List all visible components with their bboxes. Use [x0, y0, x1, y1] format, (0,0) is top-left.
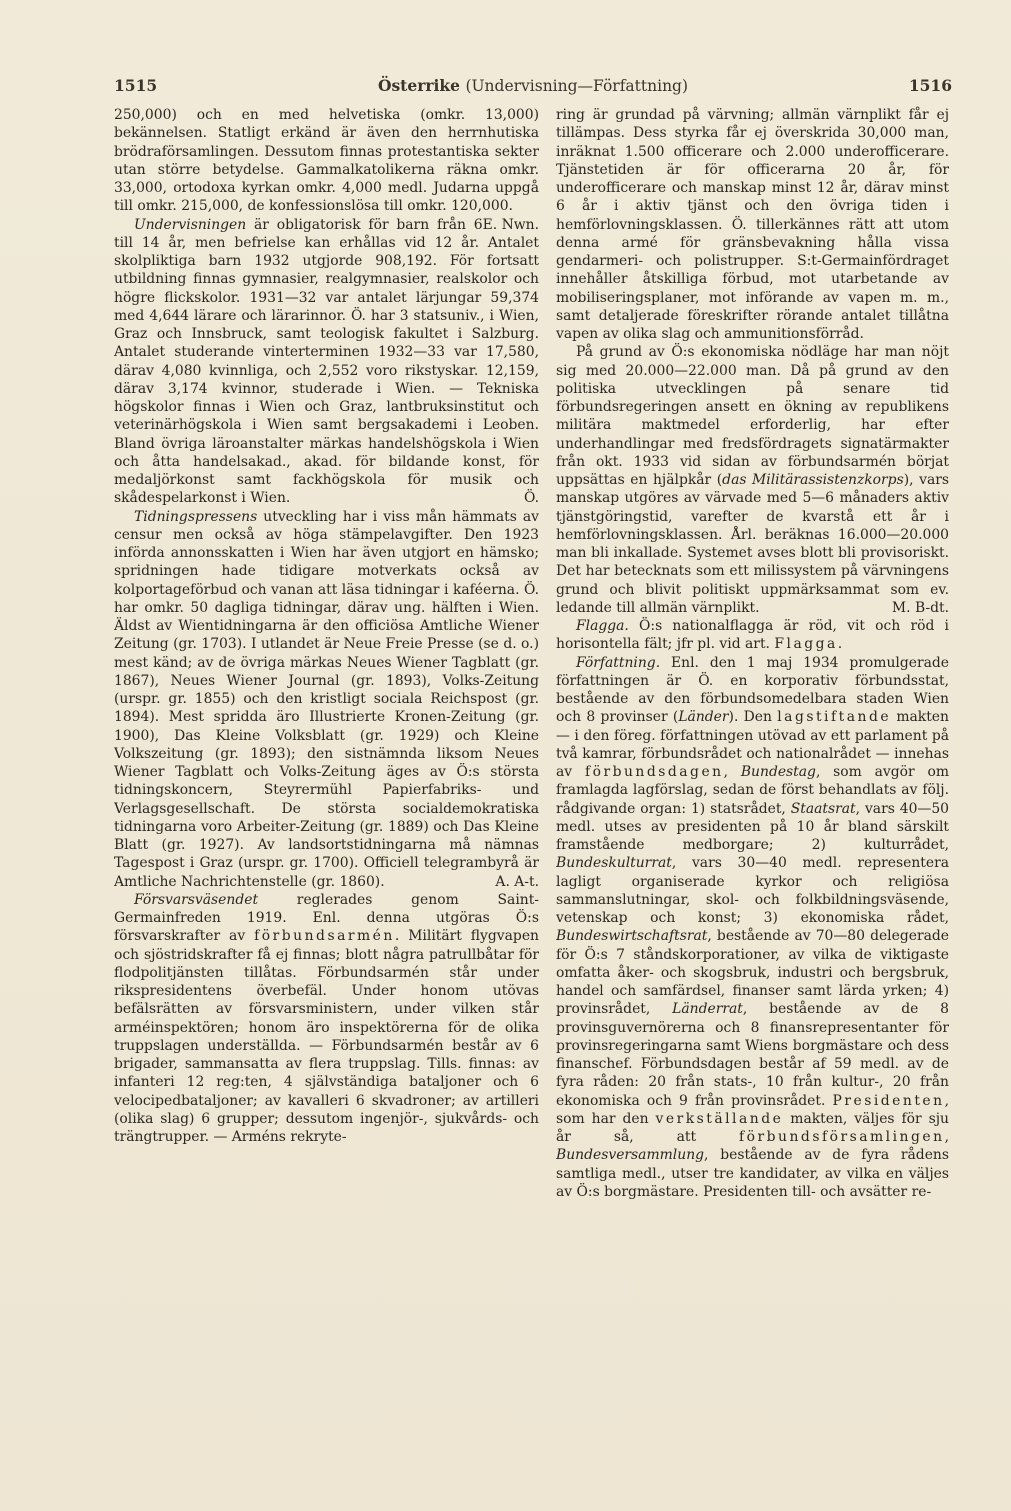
- running-title-sub: (Undervisning—Författning): [465, 77, 689, 95]
- right-column: [556, 106, 949, 1386]
- paragraph-text: är obligatorisk för barn från 6 till 14 år, men befrielse kan erhållas vid 12 år. Antalet skolpliktiga barn 1932 utgjorde 908,192. För fortsatt utbildning finnas gymnasier, realgymnasier, realskolor och högre flickskolor. 1931—32 var antalet lärjungar 59,374 med 4,644 lärare och lärarinnor. Ö. har 3 statsuniv., i Wien, Graz och Innsbruck, samt teologisk fakultet i Salzburg. Antalet studerande vinterterminen 1932—33 var 17,580, därav 4,080 kvinnliga, och 2,552 voro rikstyskar. 12,159, därav 3,174 kvinnor, studerade i Wien. — Tekniska högskolor finnas i Wien och Graz, lantbruksinstitut och veterinärhögskola i Wien samt bergsakademi i Leoben. Bland övriga läroanstalter märkas handelshögskola i Wien och åtta handelsakad., akad. för bildande konst, för medaljörkonst samt fackhögskola för musik och skådespelarkonst i Wien.: [114, 216, 539, 507]
- paragraph-text: makten — i den föreg. författningen utövad av ett parlament på två kamrar, förbundsrådet och nationalrådet — innehas av: [556, 709, 949, 780]
- italic-term: Bundestag: [740, 764, 816, 780]
- spaced-term: verkställande: [655, 1110, 784, 1127]
- paragraph-forsvarsvasendet: [114, 891, 539, 1147]
- paragraph-text: , som har den: [556, 1092, 949, 1127]
- italic-term: Bundeswirtschaftsrat: [556, 928, 708, 945]
- author-signature: Ö.: [524, 490, 539, 507]
- paragraph-undervisning: [114, 216, 539, 508]
- paragraph-text: , vars 30—40 medl. representera lagligt organiserade kyrkor och religiösa sammanslutningar, skol- och folkbildningsväsende, vetenskap och konst; 3) ekonomiska rådet,: [556, 855, 949, 926]
- italic-term: Länder: [678, 709, 729, 726]
- spaced-term: lagstiftande: [777, 709, 892, 726]
- section-term: Tidningspressens: [134, 508, 258, 525]
- spaced-term: Presidenten: [832, 1092, 945, 1109]
- italic-term: Länderrat: [672, 1001, 743, 1018]
- paragraph-text: ), vars manskap utgöres av värvade med 5—6 månaders aktiv tjänstgöringstid, varefter de kvarstå ett år i hemförlovningsklassen. Årl. beräknas 16.000—20.000 man bli inkallade. Systemet avses blott bli provisoriskt. Det har betecknats som ett milissystem på värvningens grund och blivit politiskt uppmärksammat som ev. ledande till allmän värnplikt.: [556, 472, 949, 616]
- section-term: Författning.: [576, 654, 661, 671]
- paragraph-text: , bestående av de fyra rådens samtliga medl., utser tre kandidater, av vilka en väljes av Ö:s borgmästare. Presidenten till- och avsätter re-: [556, 1147, 949, 1200]
- page-number-right: 1516: [908, 76, 952, 95]
- paragraph-text: , bestående av de 8 provinsguvernörerna och 8 finansrepresentanter för provinsregeringarna samt Wiens borgmästare och dess finanschef. Förbundsdagen består af 59 medl. av de fyra råden: 20 från stats-, 10 från kultur-, 20 från ekonomiska och 9 från provinsrådet.: [556, 1001, 949, 1109]
- paragraph-text: ,: [723, 764, 741, 780]
- paragraph-text: ). Den: [728, 709, 778, 726]
- paragraph-text: ,: [944, 1129, 949, 1145]
- section-term: Flagga.: [576, 618, 629, 634]
- page-number-left: 1515: [114, 76, 158, 95]
- paragraph-text: , bestående av 70—80 delegerade för Ö:s 7 ståndskorporationer, av vilka de viktigaste omfatta åker- och skogsbruk, industri och bergsbruk, handel och samfärdsel, finanser samt lärda yrken; 4) provinsrådet,: [556, 928, 949, 1018]
- author-signature: A. A-t.: [495, 873, 539, 890]
- paragraph-text: Enl. den 1 maj 1934 promulgerade författningen är Ö. en korporativ förbundsstat, bestående av den förbundsomedelbara staden Wien och 8 provinser (: [556, 654, 949, 726]
- author-signature: M. B-dt.: [891, 599, 949, 616]
- running-title: [114, 76, 952, 95]
- italic-term: Bundesversammlung: [556, 1147, 705, 1164]
- italic-term: das Militärassistenzkorps: [722, 472, 904, 488]
- paragraph-text: På grund av Ö:s ekonomiska nödläge har man nöjt sig med 20.000—22.000 man. Då på grund av den politiska utvecklingen på senare tid förbundsregeringen ansett en ökning av republikens militära maktmedel erforderlig, har efter underhandlingar med fredsfördragets signatärmakter från okt. 1933 vid sidan av förbundsarmén börjat uppsättas en hjälpkår (: [556, 344, 949, 488]
- paragraph-text: 250,000) och en med helvetiska (omkr. 13,000) bekännelsen. Statligt erkänd är även den herrnhutiska brödraförsamlingen. Dessutom finnas protestantiska sekter utan större betydelse. Gammalkatolikerna räkna omkr. 33,000, ortodoxa kyrkan omkr. 4,000 medl. Judarna uppgå till omkr. 215,000, de konfessionslösa till omkr. 120,000.: [114, 107, 539, 215]
- running-title-main: Österrike: [377, 76, 461, 95]
- paragraph-text: reglerades genom Saint-Germainfreden 1919. Enl. denna utgöras Ö:s försvarskrafter av: [114, 891, 539, 945]
- left-column: [114, 106, 539, 1386]
- spaced-term: förbundsarmén: [254, 928, 395, 945]
- paragraph-text: . Militärt flygvapen och sjöstridskrafter få ej finnas; blott några patrullbåtar för flodpolitjänsten tillåtas. Förbundsarmén står under rikspresidentens överbefäl. Under honom utövas befälsrätten av försvarsministern, under vilken står arméinspektören; honom äro inspektörerna för de olika truppslagen underställda. — Förbundsarmén består av 6 brigader, sammansatta av flera truppslag. Tills. finnas: av infanteri 12 reg:ten, 4 självständiga bataljoner och 6 velocipedbataljoner; av kavalleri 6 skvadroner; av artilleri (olika slag) 6 grupper; dessutom ingenjör-, sjukvårds- och trängtrupper. — Arméns rekryte-: [114, 928, 539, 1145]
- paragraph-forsvar-continued: [556, 106, 949, 343]
- author-signature: E. Nwn.: [482, 216, 539, 233]
- paragraph-text: , vars 40—50 medl. utses av presidenten på 10 år bland särskilt framstående medborgare; 2) kulturrådet,: [556, 800, 949, 853]
- spaced-term: förbundsförsamlingen: [739, 1129, 945, 1145]
- paragraph-text: utveckling har i viss mån hämmats av censur men också av höga stämpelavgifter. Den 1923 införda annonsskatten i Wien har även utgjort en hämsko; spridningen hade tidigare motverkats också av kolportageförbud och vanan att läsa tidningar i kaféerna. Ö. har omkr. 50 dagliga tidningar, därav ung. hälften i Wien. Äldst av Wientidningarna är den officiösa Amtliche Wiener Zeitung (gr. 1703). I utlandet är Neue Freie Presse (se d. o.) mest känd; av de övriga märkas Neues Wiener Tagblatt (gr. 1867), Neues Wiener Journal (gr. 1893), Volks-Zeitung (urspr. gr. 1855) och den kristligt sociala Reichspost (gr. 1894). Mest spridda äro Illustrierte Kronen-Zeitung (gr. 1900), Das Kleine Volksblatt (gr. 1929) och Kleine Volkszeitung (gr. 1893); den sistnämnda liksom Neues Wiener Tagblatt och Volks-Zeitung äges av Ö:s största tidningskoncern, Steyrermühl Papierfabriks- und Verlagsgesellschaft. De största socialdemokratiska tidningarna voro Arbeiter-Zeitung (gr. 1889) och Das Kleine Blatt (gr. 1927). Av landsortstidningarna må nämnas Tagespost i Graz (urspr. gr. 1700). Officiell telegrambyrå är Amtliche Nachrichtenstelle (gr. 1860).: [114, 508, 539, 890]
- paragraph-ekonomiska-nodlage: [556, 343, 949, 617]
- paragraph-tidningspressen: [114, 508, 539, 891]
- paragraph-flagga: [556, 617, 949, 654]
- page-header: [114, 76, 952, 98]
- spaced-term: förbundsdagen: [584, 764, 724, 780]
- paragraph-forfattning: [556, 654, 949, 1202]
- paragraph-text: , som avgör om framlagda lagförslag, sedan de först behandlats av följ. rådgivande organ: 1) statsrådet,: [556, 764, 949, 817]
- italic-term: Staatsrat: [790, 800, 856, 817]
- paragraph-text: makten, väljes för sju år så, att: [556, 1110, 949, 1145]
- section-term: Undervisningen: [134, 216, 247, 233]
- italic-term: Bundeskulturrat: [556, 855, 672, 872]
- paragraph-text: ring är grundad på värvning; allmän värnplikt får ej tillämpas. Dess styrka får ej överskrida 30,000 man, inräknat 1.500 officerare och 2.000 underofficerare. Tjänstetiden är för officerarna 20 år, för underofficerare och manskap minst 12 år, därav minst 6 år i aktiv tjänst och den övriga tiden i hemförlovningsklassen. Ö. tillerkännes rätt att utom denna armé för gränsbevakning hålla vissa gendarmeri- och polistrupper. S:t-Germainfördraget innehåller åtskilliga förbud, mot utarbetande av mobiliseringsplaner, mot införande av vapen m. m., samt detaljerade föreskrifter rörande antalet tillåtna vapen av olika slag och ammunitionsförråd.: [556, 107, 949, 342]
- paragraph-text: Ö:s nationalflagga är röd, vit och röd i horisontella fält; jfr pl. vid art.: [556, 618, 949, 653]
- section-term: Försvarsväsendet: [134, 891, 259, 908]
- spaced-term: Flagga.: [774, 636, 845, 653]
